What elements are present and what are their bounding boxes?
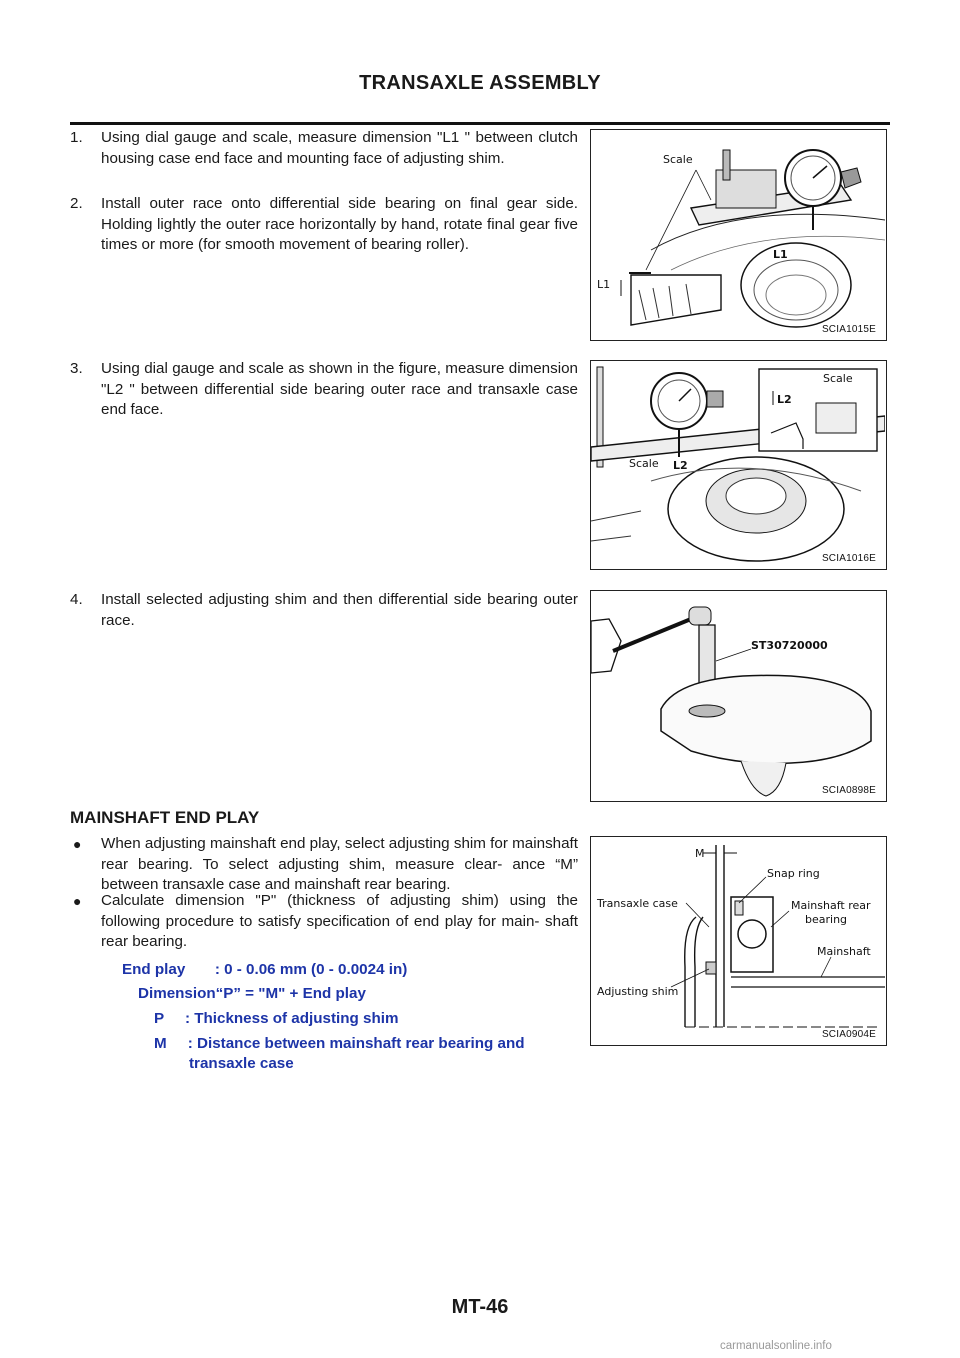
- mainshaft-end-play-illustration: [591, 837, 885, 1044]
- step-number: 4.: [70, 591, 83, 608]
- spec-p-definition: P : Thickness of adjusting shim: [154, 1010, 399, 1027]
- page-number: MT-46: [451, 1296, 509, 1318]
- watermark: carmanualsonline.info: [720, 1340, 832, 1352]
- step-text: Using dial gauge and scale, measure dimension "L1 " between clutch housing case end face and mounting face of adjusting shim.: [101, 129, 578, 167]
- l1-side-label: L1: [597, 278, 611, 291]
- bullet-item-2: [73, 891, 578, 953]
- scale-inset-label: Scale: [823, 372, 853, 385]
- bullet-dot: ●: [73, 836, 82, 852]
- figure-code: SCIA1016E: [821, 553, 876, 564]
- spec-end-play: End play : 0 - 0.06 mm (0 - 0.0024 in): [122, 961, 408, 978]
- adjusting-shim-label: Adjusting shim: [597, 985, 679, 998]
- figure-code: SCIA1015E: [821, 324, 876, 335]
- step-text: Install outer race onto differential side bearing on final gear side. Holding lightly the outer race horizontally by hand, rotate final gear five times or more (for smooth movement of bearing roller).: [101, 195, 578, 253]
- step-2: [70, 194, 578, 256]
- spec-m-definition-cont: transaxle case: [189, 1055, 294, 1072]
- spec-m-definition: M : Distance between mainshaft rear bearing and: [154, 1035, 525, 1052]
- scale-label: Scale: [629, 457, 659, 470]
- figure-code: SCIA0898E: [821, 785, 876, 796]
- title-divider: [70, 122, 890, 125]
- dial-gauge-l1-illustration: [591, 130, 885, 339]
- section-heading: MAINSHAFT END PLAY: [70, 808, 260, 827]
- tool-number-label: ST30720000: [751, 639, 828, 652]
- figure-mainshaft-end-play: [590, 836, 887, 1046]
- bullet-text: When adjusting mainshaft end play, select adjusting shim for mainshaft rear bearing. To select adjusting shim, measure clear- ance “M” between transaxle case and mainshaft rear bearing.: [101, 835, 578, 893]
- clearance-m-label: M: [695, 847, 705, 860]
- scale-label: Scale: [663, 153, 693, 166]
- bullet-item-1: [73, 834, 578, 896]
- step-number: 2.: [70, 195, 83, 212]
- spec-dimension-formula: Dimension“P” = "M" + End play: [138, 985, 366, 1002]
- l1-label: L1: [773, 248, 788, 261]
- rear-bearing-label-cont: bearing: [805, 913, 848, 926]
- figure-dial-gauge-l1: [590, 129, 887, 341]
- step-number: 1.: [70, 129, 83, 146]
- install-outer-race-illustration: [591, 591, 885, 800]
- page-title: TRANSAXLE ASSEMBLY: [359, 72, 601, 94]
- bullet-text: Calculate dimension "P" (thickness of adjusting shim) using the following procedure to satisfy specification of end play for main- shaft rear bearing.: [101, 892, 578, 950]
- transaxle-case-label: Transaxle case: [597, 897, 678, 910]
- figure-install-outer-race: [590, 590, 887, 802]
- mainshaft-label: Mainshaft: [817, 945, 871, 958]
- step-text: Using dial gauge and scale as shown in the figure, measure dimension "L2 " between differential side bearing outer race and transaxle case end face.: [101, 360, 578, 418]
- step-3: [70, 359, 578, 421]
- step-text: Install selected adjusting shim and then differential side bearing outer race.: [101, 591, 578, 629]
- dial-gauge-l2-illustration: [591, 361, 885, 568]
- rear-bearing-label: Mainshaft rear: [791, 899, 871, 912]
- step-1: [70, 128, 578, 169]
- snap-ring-label: Snap ring: [767, 867, 820, 880]
- step-number: 3.: [70, 360, 83, 377]
- figure-dial-gauge-l2: [590, 360, 887, 570]
- l2-label: L2: [673, 459, 688, 472]
- l2-inset-label: L2: [777, 393, 792, 406]
- step-4: [70, 590, 578, 631]
- figure-code: SCIA0904E: [821, 1029, 876, 1040]
- bullet-dot: ●: [73, 893, 82, 909]
